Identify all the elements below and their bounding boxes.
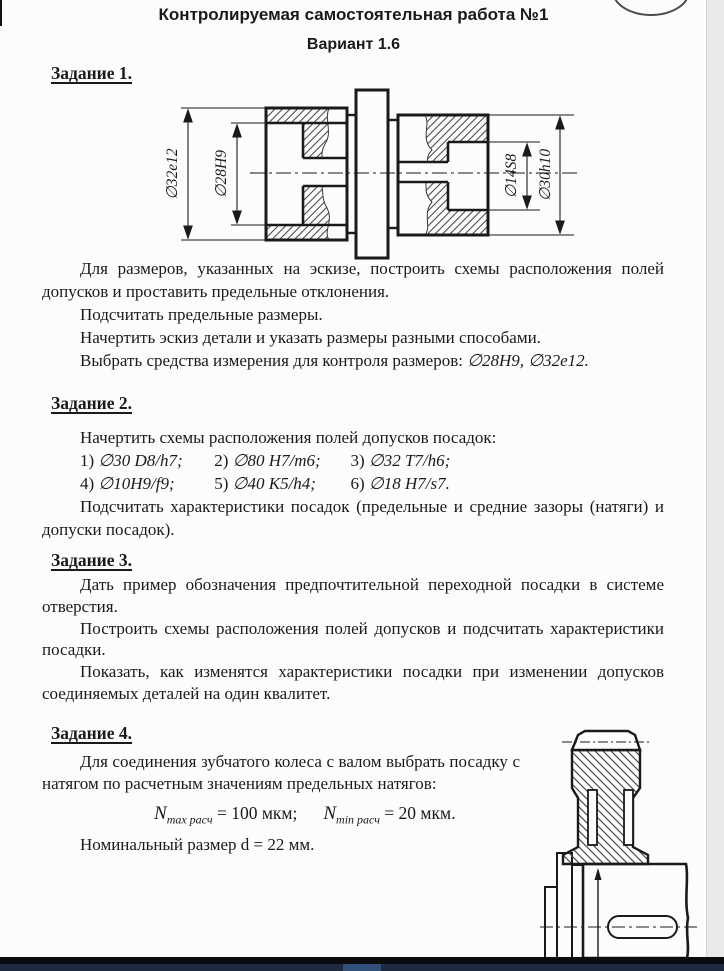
fits-row: [42, 472, 664, 495]
right-hub-section: [398, 115, 488, 235]
fit-item: [214, 472, 346, 495]
fit-value: ∅32 T7/h6;: [368, 451, 451, 470]
page-edge-strip: [706, 0, 724, 971]
n-min-subscript: min расч: [336, 812, 380, 827]
task1-paragraph: Подсчитать предельные размеры.: [80, 305, 323, 324]
tension-formula: [42, 800, 520, 834]
task2-intro: Начертить схемы расположения полей допусков посадок:: [80, 428, 497, 447]
measure-text: Выбрать средства измерения для контроля размеров:: [80, 351, 468, 370]
page-title: Контролируемая самостоятельная работа №1: [158, 5, 549, 24]
fit-number: 4): [80, 474, 99, 493]
fit-item: [351, 449, 451, 472]
fit-item: [351, 472, 450, 495]
n-min-value: = 20 мкм.: [379, 803, 456, 823]
task1-paragraph: Для размеров, указанных на эскизе, построить схемы расположения полей допусков и проставить предельные отклонения.: [42, 259, 664, 301]
gear-shaft-sketch: [540, 728, 707, 957]
taskbar-active-item[interactable]: [343, 964, 381, 971]
task4-text: [42, 751, 520, 856]
left-hub-section: [266, 108, 347, 240]
fit-number: 3): [350, 451, 369, 470]
fit-value: ∅40 K5/h4;: [232, 474, 316, 493]
dim-label-bore-right: ∅14S8: [503, 153, 520, 199]
fit-value: ∅80 H7/m6;: [232, 451, 321, 470]
nominal-size: Номинальный размер d = 22 мм.: [80, 834, 315, 854]
gear-body: [563, 750, 648, 864]
task4-heading: Задание 4.: [51, 723, 133, 743]
fit-value: ∅30 D8/h7;: [98, 451, 183, 470]
fit-value: ∅18 H7/s7.: [368, 474, 450, 493]
fit-value: ∅10H9/f9;: [98, 474, 175, 493]
task3-paragraph: Дать пример обозначения предпочтительной переходной посадки в системе отверстия.: [42, 575, 664, 616]
task3-text: [42, 574, 664, 705]
task1-heading: Задание 1.: [51, 63, 133, 83]
task2-text: [42, 426, 664, 541]
center-flange: [356, 90, 388, 258]
fit-item: [214, 449, 346, 472]
task2-outro: Подсчитать характеристики посадок (предельные и средние зазоры (натяги) и допуски посадок).: [42, 497, 664, 539]
task3-paragraph: Построить схемы расположения полей допусков и подсчитать характеристики посадки.: [42, 618, 664, 660]
fits-row: [42, 449, 664, 472]
shaft-left-steps: [545, 853, 583, 957]
n-max-symbol: N: [154, 803, 167, 824]
window-bottom-border: [0, 957, 724, 964]
task3-heading: Задание 3.: [51, 550, 133, 570]
page-subtitle: Вариант 1.6: [306, 36, 401, 53]
fit-item: [80, 472, 210, 495]
task2-heading: Задание 2.: [51, 393, 133, 413]
dim-label-outer-right: ∅30h10: [537, 148, 554, 202]
n-max-subscript: max расч: [166, 812, 213, 827]
task1-text: [42, 257, 664, 372]
part-sketch: [148, 86, 580, 260]
task1-paragraph: [42, 349, 664, 372]
n-max-value: = 100 мкм;: [212, 803, 298, 823]
task4-paragraph: Для соединения зубчатого колеса с валом выбрать посадку с натягом по расчетным значениям предельных натягов:: [42, 752, 520, 793]
task3-paragraph: Показать, как изменятся характеристики посадки при изменении допусков соединяемых деталей на один квалитет.: [42, 662, 664, 703]
fit-item: [80, 449, 210, 472]
dim-label-bore-left: ∅28H9: [213, 150, 230, 198]
dim-label-outer-left: ∅32e12: [164, 148, 181, 200]
scan-edge-mark: [0, 0, 2, 26]
fit-number: 2): [214, 451, 233, 470]
fit-number: 5): [214, 474, 233, 493]
gear-tooth-tip: [572, 731, 640, 750]
fit-number: 6): [350, 474, 369, 493]
task1-paragraph: Начертить эскиз детали и указать размеры разными способами.: [80, 328, 541, 347]
n-min-symbol: N: [323, 803, 337, 824]
measure-sizes: ∅28H9, ∅32e12.: [467, 351, 589, 370]
fit-number: 1): [80, 451, 99, 470]
